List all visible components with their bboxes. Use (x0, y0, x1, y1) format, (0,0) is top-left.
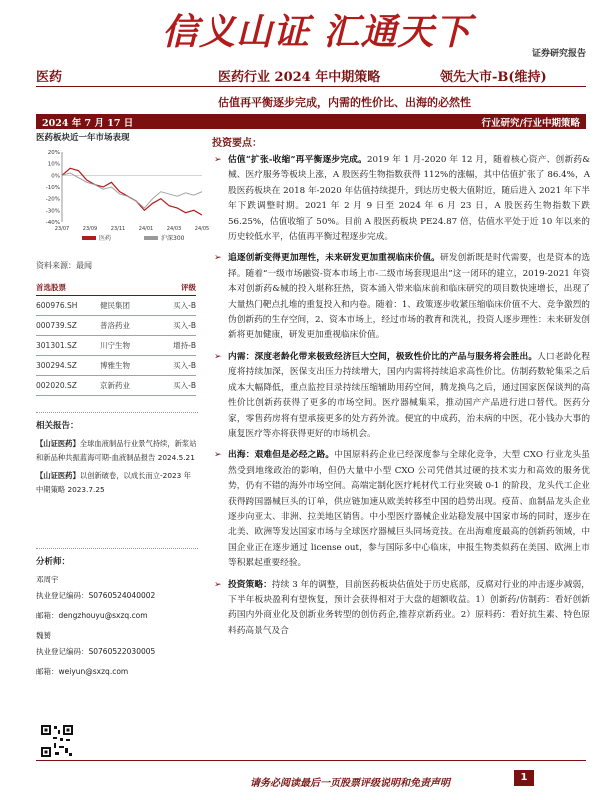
stocks-header-name (100, 282, 158, 293)
paragraph-lead: 投资策略： (228, 579, 272, 590)
x-tick-label: 24/03 (166, 226, 182, 232)
series-line-csi300 (62, 173, 202, 208)
highlight-paragraph (212, 251, 590, 343)
stock-rating: 买入-B (173, 381, 196, 390)
stock-code: 002020.SZ (36, 381, 77, 390)
report-date: 2024 年 7 月 17 日 (42, 118, 134, 129)
related-reports-title: 相关报告： (36, 412, 198, 433)
qr-code-icon[interactable] (40, 724, 74, 758)
y-tick-label: -40% (45, 220, 60, 226)
stock-name: 博雅生物 (100, 361, 130, 370)
arrow-bullet-icon: ➢ (214, 351, 222, 362)
stock-row[interactable] (36, 336, 196, 356)
market-performance-chart (36, 148, 210, 248)
highlight-paragraph (212, 350, 590, 442)
title-row (0, 62, 600, 84)
legend-label: 沪深300 (161, 235, 185, 242)
y-tick-label: -20% (45, 196, 60, 203)
y-tick-label: 20% (47, 150, 60, 156)
stock-code: 600976.SH (36, 301, 78, 310)
stocks-header (36, 282, 196, 296)
brand-slogan: 信义山证 汇通天下 (162, 12, 472, 53)
arrow-bullet-icon: ➢ (214, 450, 222, 461)
title-divider (36, 86, 586, 87)
arrow-bullet-icon: ➢ (214, 155, 222, 165)
stock-name: 普洛药业 (100, 321, 130, 330)
page-number: 1 (514, 770, 534, 786)
related-report-text: 全球血液制品行业景气持续，新浆站和新品种共振蓝海可期-血液制品报告 2024.5.21 (36, 439, 197, 462)
key-points-title: 投资要点： (212, 138, 262, 149)
y-tick-label: -30% (45, 208, 60, 215)
x-tick-label: 23/09 (82, 226, 98, 232)
report-subtitle: 估值再平衡逐步完成，内需的性价比、出海的必然性 (218, 96, 471, 109)
report-title: 医药行业 2024 年中期策略 (218, 70, 381, 85)
analyst-email[interactable]: 邮箱：dengzhouyu@sxzq.com (36, 611, 148, 620)
related-reports (36, 412, 198, 501)
paragraph-lead: 追逐创新变得更加理性，未来研发更加重视临床价值。 (228, 253, 440, 264)
stock-code: 301301.SZ (36, 341, 77, 350)
stock-row[interactable] (36, 316, 196, 336)
stock-name: 京新药业 (100, 381, 130, 390)
paragraph-lead: 出海：艰难但是必经之路。 (228, 450, 335, 461)
report-type-tag: 证券研究报告 (531, 49, 586, 59)
x-tick-label: 23/11 (110, 226, 126, 232)
analyst-name: 魏赟 (36, 631, 51, 640)
x-tick-label: 24/05 (194, 226, 210, 232)
stocks-header-rating: 评级 (181, 283, 196, 292)
chart-source: 资料来源：最闻 (36, 261, 92, 270)
related-report-tag: 【山证医药】 (36, 471, 80, 480)
preferred-stocks-table (36, 282, 196, 396)
chart-title-wrap (36, 131, 196, 143)
analyst-cert: 执业登记编码：S0760524040002 (36, 591, 156, 600)
stock-row[interactable] (36, 356, 196, 376)
analysts-block (36, 548, 198, 685)
analyst-email[interactable]: 邮箱：weiyun@sxzq.com (36, 667, 129, 676)
arrow-bullet-icon: ➢ (214, 253, 222, 264)
stock-rating: 增持-B (173, 341, 196, 350)
stock-rating: 买入-B (173, 321, 196, 330)
disclaimer-note[interactable]: 请务必阅读最后一页股票评级说明和免责声明 (250, 778, 450, 789)
paragraph-lead: 估值“扩张-收缩”再平衡逐步完成。 (228, 155, 367, 165)
y-tick-label: 0% (51, 173, 60, 180)
stock-row[interactable] (36, 376, 196, 396)
stocks-header-code: 首选股票 (36, 283, 66, 292)
related-report-item[interactable] (36, 437, 198, 465)
stock-name: 健民集团 (100, 301, 130, 310)
stock-row[interactable] (36, 296, 196, 316)
legend-label: 医药 (99, 235, 112, 242)
y-tick-label: 10% (47, 161, 60, 168)
highlight-paragraph (212, 448, 590, 571)
stock-rating: 买入-B (173, 361, 196, 370)
industry-rating: 领先大市-B(维持) (440, 70, 547, 85)
x-tick-label: 24/01 (138, 226, 154, 232)
y-tick-label: -10% (45, 185, 60, 191)
highlight-paragraph (212, 578, 590, 640)
paragraph-text: 研发创新既是时代需要，也是资本的选择。随着“一级市场融资-资本市场上市-二级市场套现退出”这一闭环的建立，2019-2021 年资本对创新药&械的投入堪称狂热，资本涌入带来临床前和临床研究的项目数快速增长，出现了大量热门靶点扎堆的重复投入和内卷。随着：1、政策逐步收紧压缩临床价值不大、竞争激烈的伪创新药的生存空间，2、资本市场上，经过市场的教育和洗礼，投资人逐步理性：未来研发创新将更加健康，研发更加重视临床价值。 (228, 253, 591, 341)
related-report-tag: 【山证医药】 (36, 439, 80, 448)
date-bar (36, 114, 586, 129)
brand-logo (150, 0, 470, 58)
stock-code: 000739.SZ (36, 321, 77, 330)
paragraph-lead: 内需：深度老龄化带来极致经济巨大空间，极致性价比的产品与服务将会胜出。 (228, 351, 538, 362)
investment-highlights (212, 134, 590, 645)
stock-rating: 买入-B (173, 301, 196, 310)
analyst-name: 邓周宇 (36, 575, 59, 584)
stock-code: 300294.SZ (36, 361, 77, 370)
paragraph-text: 人口老龄化程度将持续加深，医保支出压力持续增大，国内内需将持续追求高性价比。仿制药数轮集采之后成本大幅降低，重点监控目录持续压缩辅助用药空间，腾龙换鸟之后，通过国家医保谈判的高性价比创新药获得了更多的市场空间。医疗器械集采，推动国产产品进行进口替代。医药分家，零售药房将有望承接更多的处方药外流。便宜的中成药，治未病的中医，花小钱办大事的康复医疗等亦将获得更好的市场机会。 (228, 351, 591, 439)
paragraph-text: 2019 年 1 月-2020 年 12 月，随着核心资产、创新药&械、医疗服务等板块上涨，A 股医药生物指数获得 112%的涨幅，其中估值扩张了 86.4%，A 股医药板块在 2018 年-2020 年估值持续提升，到达历史极大值附近，随后进入 2021 年下半年下跌调整时期。2021 年 2 月 9 日至 2024 年 6 月 23 日，A 股医药生物指数下跌 56.25%，估值收缩了 50%。目前 A 股医药板块 PE24.87 倍，估值水平处于近 10 年以来的历史较低水平，估值再平衡过程逐步完成。 (228, 155, 590, 243)
related-report-text: 以创新破卷，以成长而立-2023 年中期策略 2023.7.25 (36, 471, 191, 494)
related-report-item[interactable] (36, 469, 198, 497)
paragraph-text: 持续 3 年的调整，目前医药板块估值处于历史底部，反腐对行业的冲击逐步减弱，下半年板块盈利有望恢复，预计会获得相对于大盘的超额收益。1）创新药/仿制药：看好创新药国内外商业化及创新业务转型的创仿药企,推荐京新药业。2）原料药：看好抗生素、特色原料药高景气及合 (228, 579, 590, 636)
arrow-bullet-icon: ➢ (214, 579, 222, 590)
highlight-paragraph (212, 153, 590, 245)
x-tick-label: 23/07 (54, 226, 70, 232)
analysts-title: 分析师： (36, 548, 198, 569)
chart-title: 医药板块近一年市场表现 (36, 133, 130, 143)
stock-name: 川宁生物 (100, 341, 130, 350)
footer-divider (36, 760, 586, 761)
analyst-cert: 执业登记编码：S0760522030005 (36, 647, 156, 656)
legend-swatch (144, 236, 158, 240)
report-category: 行业研究/行业中期策略 (481, 118, 580, 129)
sector-label: 医药 (36, 70, 63, 85)
paragraph-text: 中国原料药企业已经深度参与全球化竞争，大型 CXO 行业龙头虽然受到地缘政治的影响，但仍大量中小型 CXO 公司凭借其过硬的技术实力和高效的服务优势，仍有不错的海外市场空间。高端定制化医疗耗材代工行业突破 0-1 的阶段，龙头代工企业获得跨国器械巨头的订单，供应链加速从欧美转移至中国的趋势出现。疫苗、血制品龙头企业逐步向亚太、非洲、拉美地区销售。中小型医疗器械企业站稳发展中国家市场的同时，逐步在北美、欧洲等发达国家市场与全球医疗器械巨头同场竞技。在出海难度最高的创新药领域，中国企业正在逐步通过 license out，参与国际多中心临床，申报生物类似药在美国、欧洲上市等积累起重要经验。 (228, 450, 590, 569)
legend-swatch (82, 236, 96, 240)
